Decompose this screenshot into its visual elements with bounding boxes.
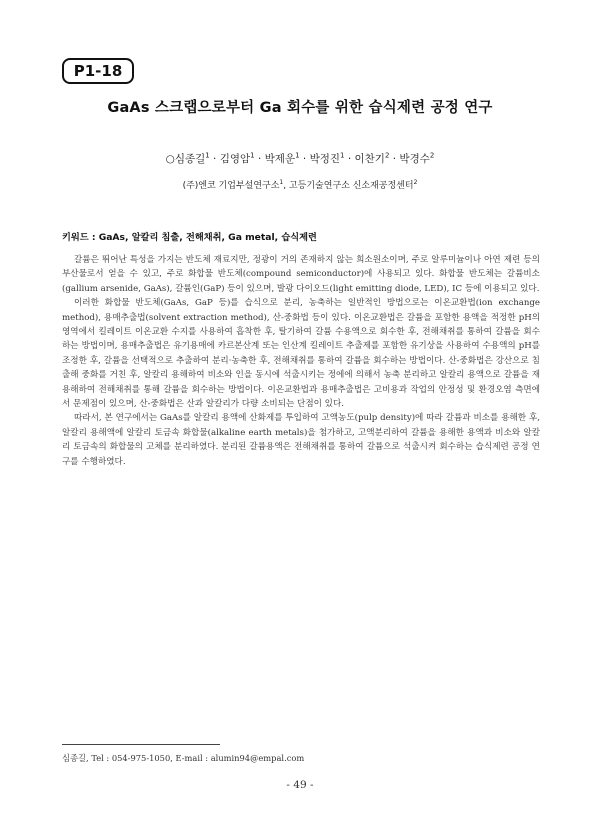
abstract-body — [62, 253, 540, 469]
body-paragraph: 따라서, 본 연구에서는 GaAs를 알칼리 용액에 산화제를 투입하여 고액농도(pulp density)에 따라 갈륨과 비소를 용해한 후, 알칼리 용해액에 알칼리 토금속 화합물(alkaline earth metals)을 첨가하고, 고액분리하여 갈륨을 용해한 용액과 비소와 알칼리 토금속의 화합물의 고체를 분리하였다. 분리된 갈륨용액은 전해채취를 통하여 갈륨으로 석출시켜 회수하는 습식제련 공정 연구를 수행하였다. — [62, 413, 540, 467]
paper-code-badge: P1-18 — [62, 58, 134, 84]
body-paragraph: 이러한 화합물 반도체(GaAs, GaP 등)를 습식으로 분리, 농축하는 일반적인 방법으로는 이온교환법(ion exchange method), 용매추출법(solvent extraction method), 산-중화법 등이 있다. 이온교환법은 갈륨을 포함한 용액을 적정한 pH의 영역에서 킬레이트 이온교환 수지를 사용하여 흡착한 후, 탈기하여 갈륨 수용액으로 회수한 후, 전해채취를 통하여 갈륨을 회수하는 방법이며, 용매추출법은 유기용매에 카르본산계 또는 인산계 킬레이트 추출제를 포함한 유기상을 사용하여 수용액의 pH를 조정한 후, 갈륨을 선택적으로 추출하여 분리·농축한 후, 전해채취를 통하여 갈륨을 회수하는 방법이다. 산-중화법은 강산으로 침출해 중화를 거친 후, 알칼리 용해하여 비소와 인을 동시에 석출시키는 정에에 의해서 농축 분리하고 알칼리 용액으로 갈륨을 재용해하여 전해채취를 통해 갈륨을 회수하는 방법이다. 이온교환법과 용매추출법은 고비용과 작업의 안정성 및 환경오염 측면에서 문제점이 있으며, 산-중화법은 산과 알칼리가 다량 소비되는 단점이 있다. — [62, 298, 540, 410]
author-name: 김영암 — [219, 153, 251, 165]
corresponding-author-footnote: 심종길, Tel : 054-975-1050, E-mail : alumin94@empal.com — [62, 753, 305, 763]
author-affiliation-mark: 1 — [205, 151, 210, 160]
author-separator: · — [389, 153, 400, 165]
author-affiliation-mark: 1 — [250, 151, 255, 160]
affiliation-institute: , 고등기술연구소 신소재공정센터 — [283, 181, 414, 191]
author-affiliation-mark: 2 — [429, 151, 435, 160]
author-affiliation-mark: 1 — [340, 151, 345, 160]
author-name: 박제운 — [264, 153, 296, 165]
keywords-line: 키워드 : GaAs, 알칼리 침출, 전해채취, Ga metal, 습식제련 — [62, 232, 317, 243]
affiliation-mark: 2 — [413, 179, 418, 186]
author-name: ○심종길 — [165, 153, 206, 165]
author-list — [0, 151, 600, 166]
author-affiliation-mark: 1 — [295, 151, 300, 160]
author-separator: · — [344, 153, 355, 165]
body-paragraph: 갈륨은 뛰어난 특성을 가지는 반도체 재료지만, 정광이 거의 존재하지 않는 희소원소이며, 주로 알루미늄이나 아연 제련 등의 부산물로서 얻을 수 있고, 주로 화합물 반도체(compound semiconductor)에 사용되고 있다. 화합물 반도체는 갈륨비소(gallium arsenide, GaAs), 갈륨인(GaP) 등이 있으며, 발광 다이오드(light emitting diode, LED), IC 등에 이용되고 있다. — [62, 255, 540, 294]
author-name: 박정진 — [309, 153, 341, 165]
affiliation-company: (주)엔코 기업부설연구소 — [182, 181, 280, 191]
author-separator: · — [209, 153, 220, 165]
affiliation-mark: 1 — [279, 179, 284, 186]
page-number: - 49 - — [286, 779, 314, 791]
author-separator: · — [254, 153, 265, 165]
author-name: 박경수 — [399, 153, 430, 165]
author-separator: · — [299, 153, 310, 165]
paper-title: GaAs 스크랩으로부터 Ga 회수를 위한 습식제련 공정 연구 — [107, 100, 493, 116]
author-affiliation-mark: 2 — [384, 151, 390, 160]
author-name: 이찬기 — [354, 153, 385, 165]
footnote-divider — [62, 744, 220, 745]
affiliation-line — [0, 178, 600, 191]
